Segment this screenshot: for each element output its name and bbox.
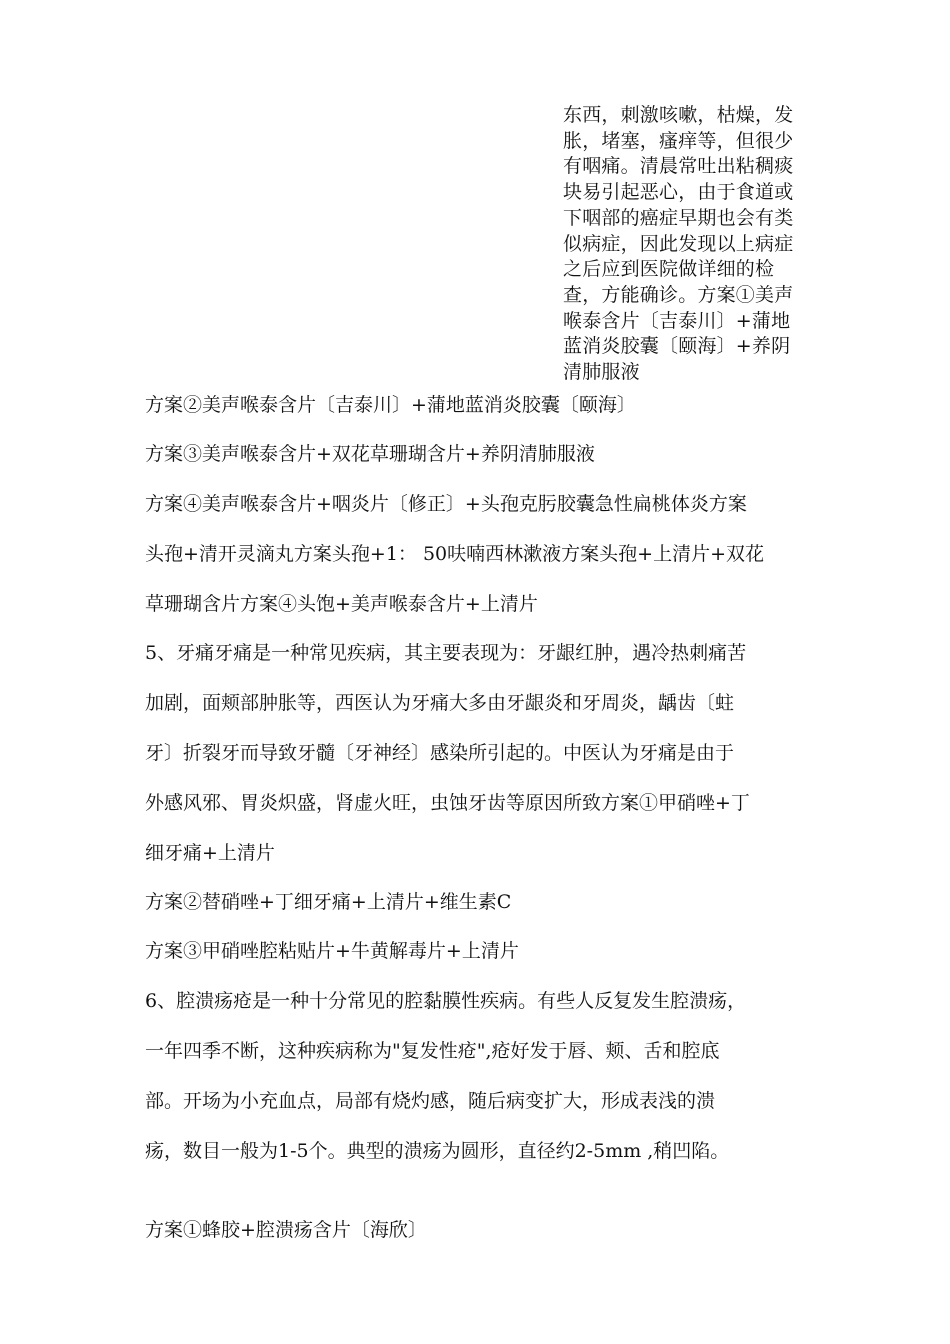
text-line: 方案①蜂胶+腔溃疡含片〔海欣〕 xyxy=(145,1219,427,1241)
column-line: 下咽部的癌症早期也会有类 xyxy=(563,206,794,229)
text-line: 疡，数目一般为1-5个。典型的溃疡为圆形，直径约2-5mm ,稍凹陷。 xyxy=(145,1140,730,1162)
text-line: 方案②替硝唑+丁细牙痛+上清片+维生素C xyxy=(145,891,512,913)
text-line: 方案③美声喉泰含片+双花草珊瑚含片+养阴清肺服液 xyxy=(145,443,595,465)
text-line: 6、腔溃疡疮是一种十分常见的腔黏膜性疾病。有些人反复发生腔溃疡， xyxy=(145,990,747,1012)
text-line: 草珊瑚含片方案④头饱+美声喉泰含片+上清片 xyxy=(145,593,538,615)
paragraph-plan-2-throat xyxy=(145,380,825,430)
column-line: 块易引起恶心，由于食道或 xyxy=(563,181,794,204)
text-line: 方案②美声喉泰含片〔吉泰川〕+蒲地蓝消炎胶囊〔颐海〕 xyxy=(145,394,636,416)
column-line: 查，方能确诊。方案①美声 xyxy=(563,283,794,306)
right-column-text-block xyxy=(563,103,823,386)
paragraph-plan-4-tonsillitis xyxy=(145,479,825,629)
column-line: 蓝消炎胶囊〔颐海〕+养阴 xyxy=(563,335,791,358)
column-line: 似病症，因此发现以上病症 xyxy=(563,232,794,255)
column-line: 胀，堵塞，瘙痒等，但很少 xyxy=(563,129,794,152)
text-line: 一年四季不断，这种疾病称为"复发性疮",疮好发于唇、颊、舌和腔底 xyxy=(145,1040,720,1062)
text-line: 牙〕折裂牙而导致牙髓〔牙神经〕感染所引起的。中医认为牙痛是由于 xyxy=(145,742,735,764)
paragraph-mouth-ulcer xyxy=(145,976,825,1176)
column-line: 之后应到医院做详细的检 xyxy=(563,258,775,281)
text-line: 头孢+清开灵滴丸方案头孢+1： 50呋喃西林漱液方案头孢+上清片+双花 xyxy=(145,543,764,565)
paragraph-toothache xyxy=(145,628,825,878)
text-line: 细牙痛+上清片 xyxy=(145,842,275,864)
column-line: 喉泰含片〔吉泰川〕+蒲地 xyxy=(563,309,791,332)
column-line: 东西，刺激咳嗽，枯燥，发 xyxy=(563,104,794,126)
text-line: 部。开场为小充血点，局部有烧灼感，随后病变扩大，形成表浅的溃 xyxy=(145,1090,716,1112)
column-line: 有咽痛。清晨常吐出粘稠痰 xyxy=(563,155,794,178)
text-line: 外感风邪、胃炎炽盛，肾虚火旺，虫蚀牙齿等原因所致方案①甲硝唑+丁 xyxy=(145,792,750,814)
column-line: 清肺服液 xyxy=(563,361,640,384)
text-line: 加剧，面颊部肿胀等，西医认为牙痛大多由牙龈炎和牙周炎，龋齿〔蛀 xyxy=(145,692,735,714)
text-line: 5、牙痛牙痛是一种常见疾病，其主要表现为：牙龈红肿，遇冷热刺痛苦 xyxy=(145,642,747,664)
paragraph-mouth-ulcer-plan-1 xyxy=(145,1205,825,1255)
paragraph-plan-3-throat xyxy=(145,429,825,479)
paragraph-toothache-plan-3 xyxy=(145,926,825,976)
text-line: 方案④美声喉泰含片+咽炎片〔修正〕+头孢克肟胶囊急性扁桃体炎方案 xyxy=(145,493,747,515)
text-line: 方案③甲硝唑腔粘贴片+牛黄解毒片+上清片 xyxy=(145,940,519,962)
paragraph-toothache-plan-2 xyxy=(145,877,825,927)
